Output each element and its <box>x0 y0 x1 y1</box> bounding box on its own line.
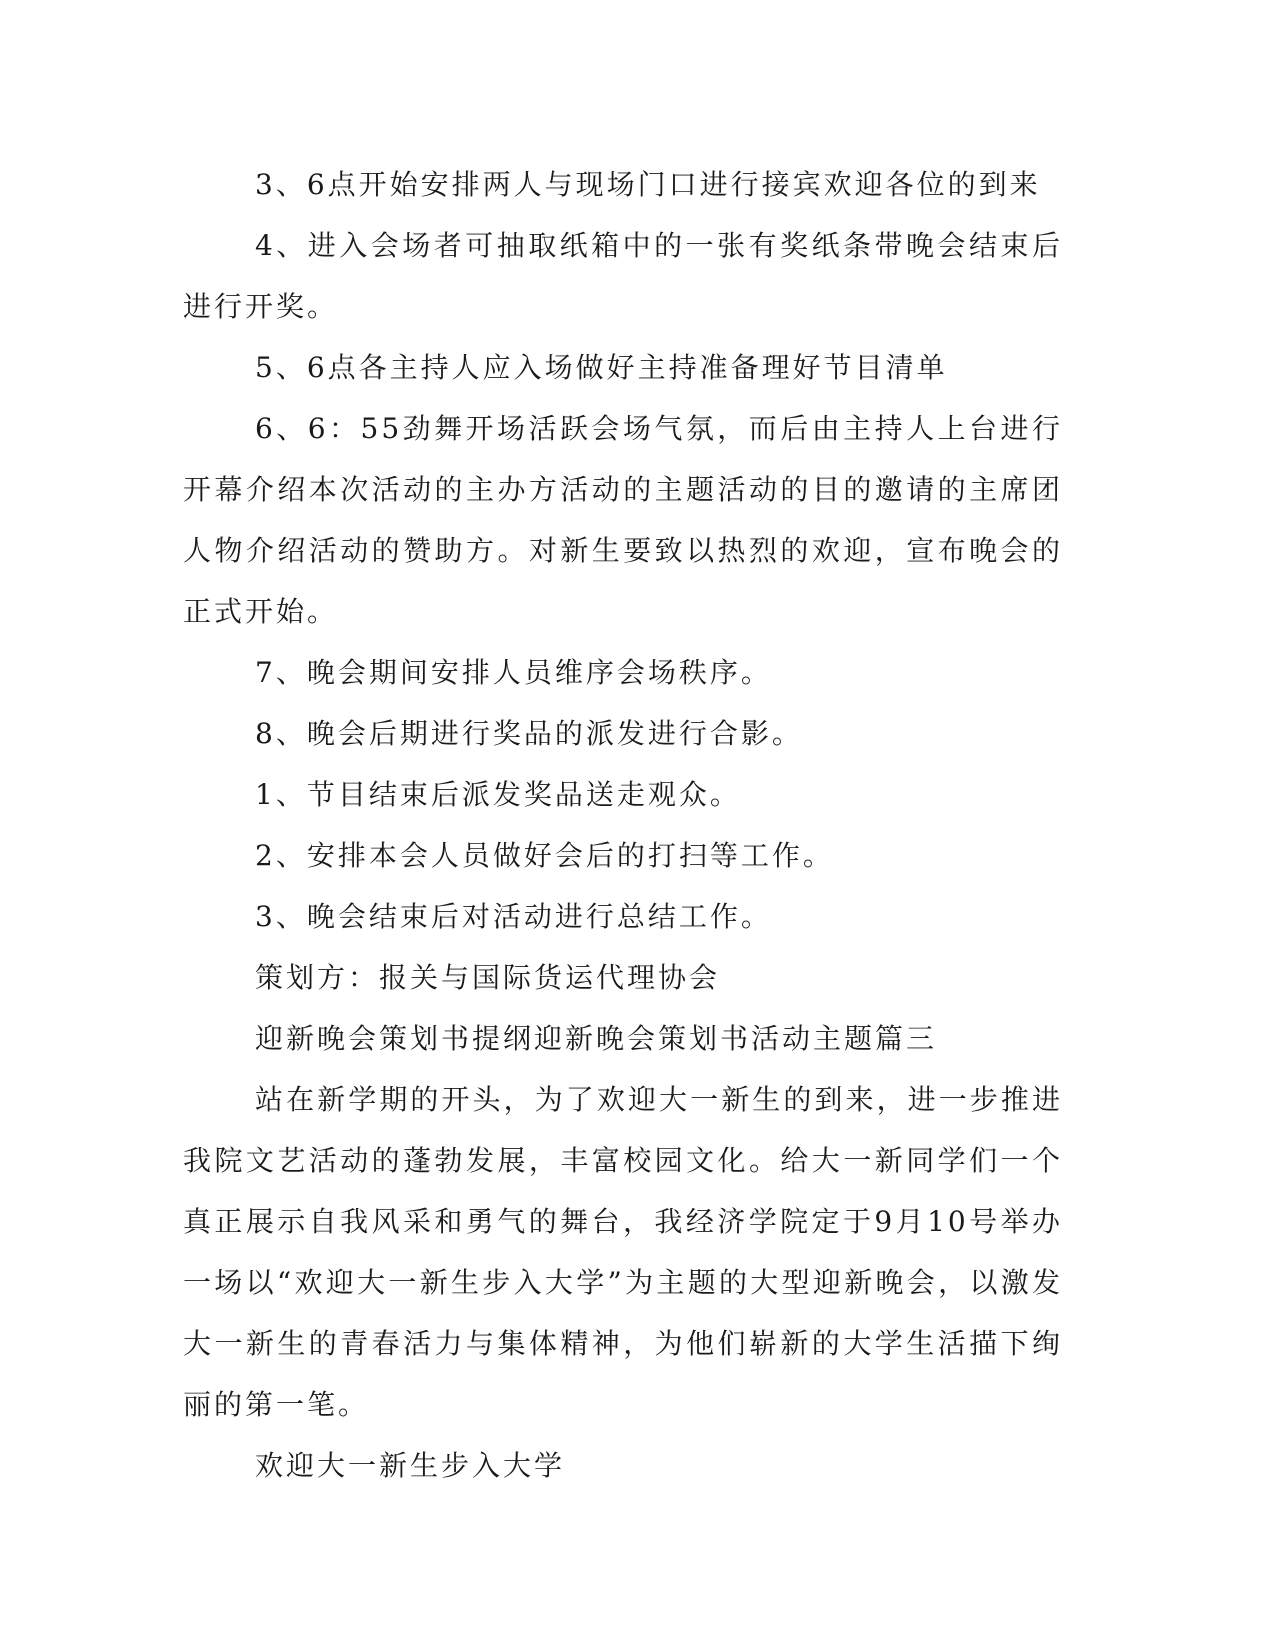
paragraph-10: 策划方：报关与国际货运代理协会 <box>255 961 721 994</box>
paragraph-6: 8、晚会后期进行奖品的派发进行合影。 <box>255 717 803 750</box>
document-body <box>183 154 1063 1496</box>
paragraph-3: 5、6点各主持人应入场做好主持准备理好节目清单 <box>255 351 948 384</box>
paragraph-11: 迎新晚会策划书提纲迎新晚会策划书活动主题篇三 <box>255 1022 938 1055</box>
paragraph-8: 2、安排本会人员做好会后的打扫等工作。 <box>255 839 834 872</box>
paragraph-7: 1、节目结束后派发奖品送走观众。 <box>255 778 741 811</box>
paragraph-2: 4、进入会场者可抽取纸箱中的一张有奖纸条带晚会结束后进行开奖。 <box>183 229 1063 323</box>
paragraph-4: 6、6：55劲舞开场活跃会场气氛，而后由主持人上台进行开幕介绍本次活动的主办方活动的主题活动的目的邀请的主席团人物介绍活动的赞助方。对新生要致以热烈的欢迎，宣布晚会的正式开始。 <box>183 412 1063 628</box>
paragraph-1: 3、6点开始安排两人与现场门口进行接宾欢迎各位的到来 <box>255 168 1041 201</box>
paragraph-13: 欢迎大一新生步入大学 <box>255 1449 566 1482</box>
paragraph-5: 7、晚会期间安排人员维序会场秩序。 <box>255 656 772 689</box>
paragraph-9: 3、晚会结束后对活动进行总结工作。 <box>255 900 772 933</box>
paragraph-12: 站在新学期的开头，为了欢迎大一新生的到来，进一步推进我院文艺活动的蓬勃发展，丰富校园文化。给大一新同学们一个真正展示自我风采和勇气的舞台，我经济学院定于9月10号举办一场以“欢迎大一新生步入大学”为主题的大型迎新晚会，以激发大一新生的青春活力与集体精神，为他们崭新的大学生活描下绚丽的第一笔。 <box>183 1083 1063 1421</box>
